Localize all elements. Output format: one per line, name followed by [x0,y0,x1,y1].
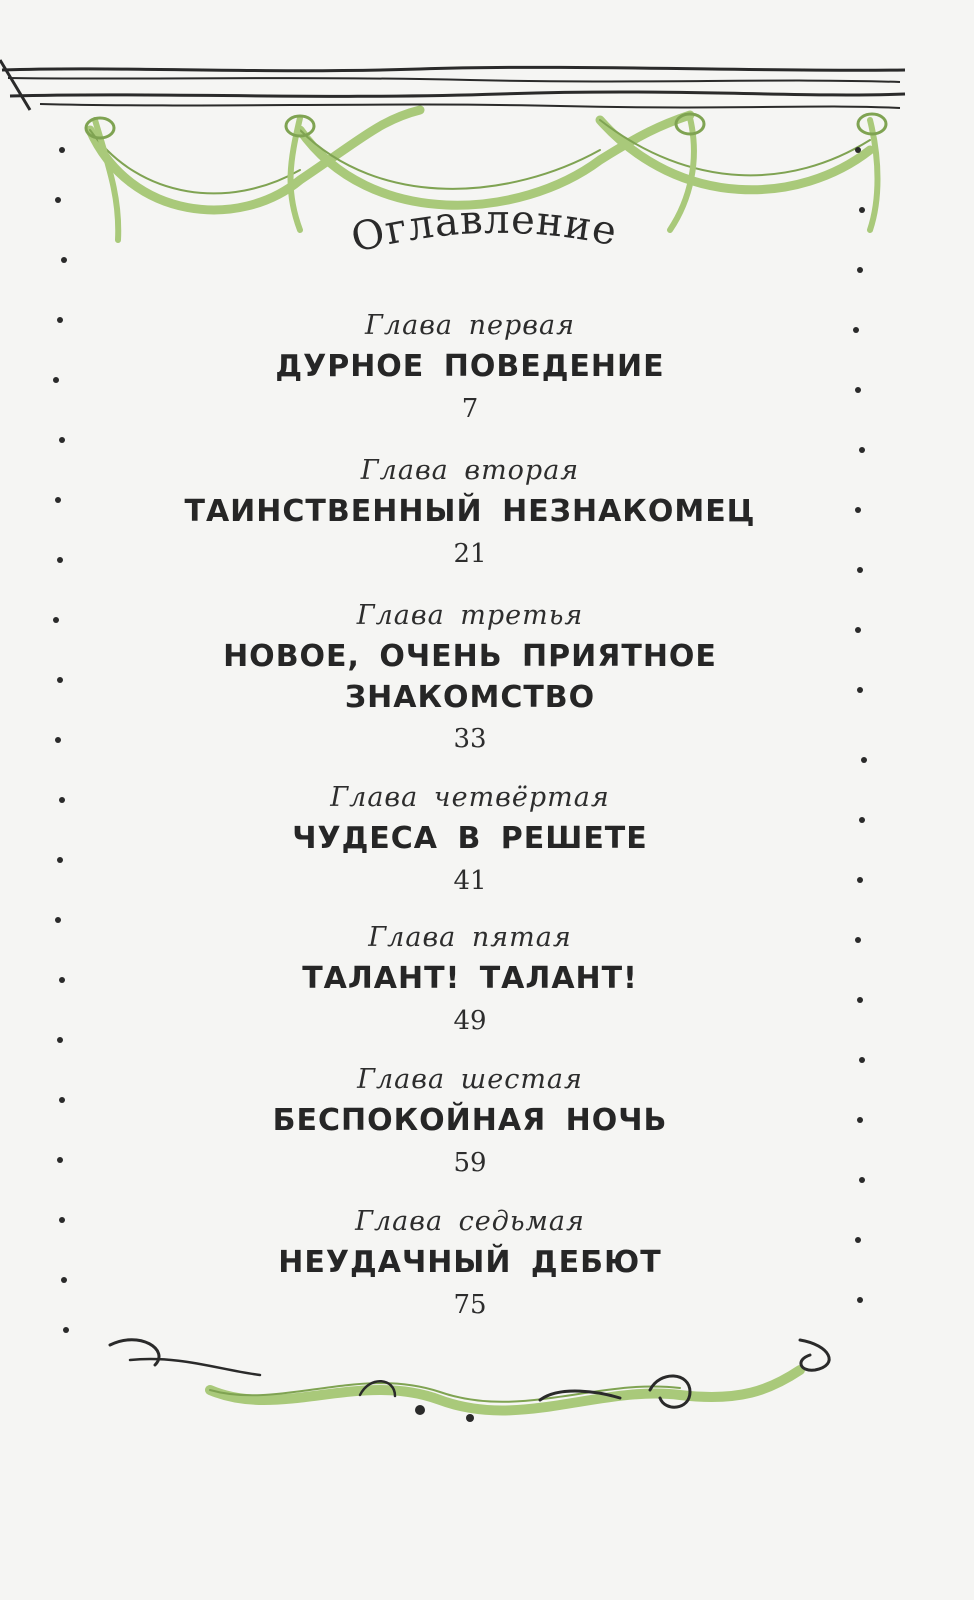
vine-ornament-icon [110,1340,829,1422]
chapter-label: Глава седьмая [355,1206,585,1237]
table-of-contents [150,306,790,1347]
toc-entry-1[interactable] [150,306,790,451]
chapter-title: ДУРНОЕ ПОВЕДЕНИЕ [275,349,665,384]
toc-entry-5[interactable] [150,918,790,1060]
chapter-label: Глава шестая [357,1064,583,1095]
chapter-page-number: 49 [453,1006,487,1036]
toc-entry-3[interactable] [150,596,790,778]
chapter-label: Глава пятая [368,922,572,953]
chapter-label: Глава четвёртая [330,782,610,813]
chapter-page-number: 7 [461,394,479,424]
toc-entry-7[interactable] [150,1202,790,1347]
chapter-page-number: 21 [453,539,487,569]
chapter-page-number: 33 [453,724,487,754]
toc-entry-4[interactable] [150,778,790,918]
chapter-title: НЕУДАЧНЫЙ ДЕБЮТ [278,1245,662,1280]
chapter-title: ТАЛАНТ! ТАЛАНТ! [302,961,638,996]
chapter-title: ТАИНСТВЕННЫЙ НЕЗНАКОМЕЦ [184,494,756,529]
chapter-page-number: 59 [453,1148,487,1178]
toc-entry-6[interactable] [150,1060,790,1202]
toc-heading-text: Оглавление [346,196,622,262]
curtain-rod-icon [0,60,905,110]
toc-heading [320,190,650,270]
chapter-label: Глава первая [365,310,575,341]
chapter-title: БЕСПОКОЙНАЯ НОЧЬ [272,1103,668,1138]
chapter-page-number: 41 [453,866,487,896]
chapter-title: ЧУДЕСА В РЕШЕТЕ [292,821,648,856]
chapter-label: Глава вторая [360,455,580,486]
chapter-title: НОВОЕ, ОЧЕНЬ ПРИЯТНОЕ ЗНАКОМСТВО [223,639,717,715]
chapter-label: Глава третья [356,600,584,631]
chapter-page-number: 75 [453,1290,487,1320]
toc-entry-2[interactable] [150,451,790,596]
